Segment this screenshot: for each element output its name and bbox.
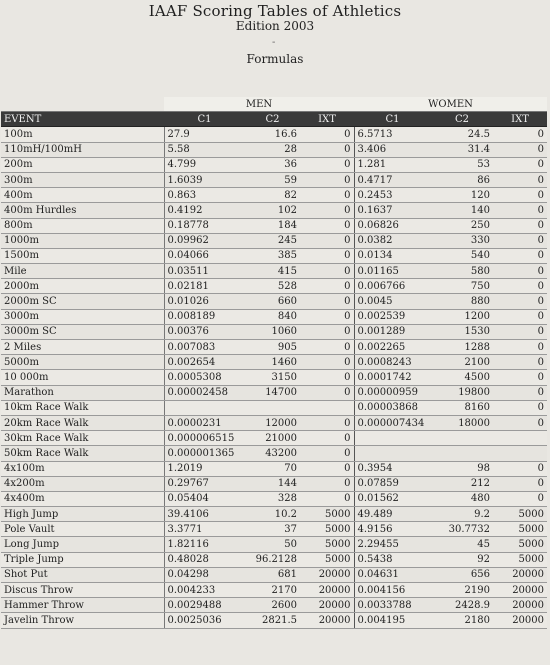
cell-women-c2: 8160 <box>431 400 493 415</box>
cell-men-c2 <box>245 400 300 415</box>
cell-women-c2: 1288 <box>431 340 493 355</box>
cell-women-ixt: 0 <box>493 279 547 294</box>
cell-men-c2: 43200 <box>245 446 300 461</box>
cell-women-ixt: 0 <box>493 400 547 415</box>
cell-women-ixt: 5000 <box>493 507 547 522</box>
cell-men-ixt: 0 <box>300 385 354 400</box>
cell-men-c2: 1060 <box>245 324 300 339</box>
cell-men-ixt: 0 <box>300 309 354 324</box>
cell-women-c2: 880 <box>431 294 493 309</box>
cell-women-c1: 4.9156 <box>354 522 431 537</box>
cell-women-c1: 0.2453 <box>354 188 431 203</box>
cell-women-c2: 31.4 <box>431 142 493 157</box>
cell-men-ixt: 0 <box>300 172 354 187</box>
cell-women-c2 <box>431 446 493 461</box>
cell-men-c2: 3150 <box>245 370 300 385</box>
cell-women-ixt: 0 <box>493 370 547 385</box>
cell-men-c2: 681 <box>245 567 300 582</box>
cell-men-c1: 0.0029488 <box>164 598 245 613</box>
cell-women-c2: 580 <box>431 264 493 279</box>
cell-women-ixt: 0 <box>493 203 547 218</box>
cell-women-c2: 1530 <box>431 324 493 339</box>
cell-women-c2: 140 <box>431 203 493 218</box>
cell-women-c2: 330 <box>431 233 493 248</box>
cell-men-ixt: 0 <box>300 355 354 370</box>
cell-women-ixt: 0 <box>493 309 547 324</box>
cell-men-c2: 528 <box>245 279 300 294</box>
edition-label: Edition 2003 <box>235 19 315 33</box>
cell-women-c2: 2100 <box>431 355 493 370</box>
cell-women-c2: 4500 <box>431 370 493 385</box>
cell-men-ixt: 0 <box>300 188 354 203</box>
cell-men-c2: 82 <box>245 188 300 203</box>
cell-women-ixt: 0 <box>493 172 547 187</box>
cell-women-c1: 6.5713 <box>354 127 431 142</box>
cell-event: 50km Race Walk <box>1 446 164 461</box>
cell-women-c1: 0.04631 <box>354 567 431 582</box>
cell-men-c2: 10.2 <box>245 507 300 522</box>
cell-men-c1: 0.18778 <box>164 218 245 233</box>
cell-event: Mile <box>1 264 164 279</box>
cell-men-c1: 0.0025036 <box>164 613 245 628</box>
cell-women-c2: 24.5 <box>431 127 493 142</box>
cell-men-ixt: 0 <box>300 203 354 218</box>
cell-event: 3000m <box>1 309 164 324</box>
cell-women-c2: 2190 <box>431 583 493 598</box>
group-header-blank <box>1 97 164 112</box>
cell-women-ixt <box>493 431 547 446</box>
cell-event: Javelin Throw <box>1 613 164 628</box>
cell-event: Triple Jump <box>1 552 164 567</box>
cell-women-c1: 0.4717 <box>354 172 431 187</box>
cell-event: Pole Vault <box>1 522 164 537</box>
cell-men-c1: 0.000001365 <box>164 446 245 461</box>
cell-women-ixt: 0 <box>493 340 547 355</box>
cell-men-c1: 1.2019 <box>164 461 245 476</box>
cell-women-c2: 19800 <box>431 385 493 400</box>
cell-women-c1: 0.01562 <box>354 491 431 506</box>
cell-women-c1: 0.06826 <box>354 218 431 233</box>
cell-men-c1: 0.4192 <box>164 203 245 218</box>
cell-men-c2: 50 <box>245 537 300 552</box>
cell-women-ixt: 0 <box>493 385 547 400</box>
cell-men-c2: 2170 <box>245 583 300 598</box>
cell-men-c1: 0.03511 <box>164 264 245 279</box>
cell-event: 800m <box>1 218 164 233</box>
cell-women-c1: 0.07859 <box>354 476 431 491</box>
cell-event: 300m <box>1 172 164 187</box>
cell-men-ixt: 0 <box>300 431 354 446</box>
cell-men-ixt: 0 <box>300 340 354 355</box>
cell-women-c1: 0.5438 <box>354 552 431 567</box>
group-header-men: MEN <box>164 97 354 112</box>
cell-women-c2: 18000 <box>431 415 493 430</box>
table-row <box>1 294 547 309</box>
cell-men-c1 <box>164 400 245 415</box>
cell-women-c1: 0.0001742 <box>354 370 431 385</box>
cell-men-c2: 1460 <box>245 355 300 370</box>
cell-women-ixt: 0 <box>493 142 547 157</box>
cell-men-c1: 0.0005308 <box>164 370 245 385</box>
cell-women-ixt: 5000 <box>493 522 547 537</box>
cell-men-c2: 16.6 <box>245 127 300 142</box>
cell-men-c1: 0.04066 <box>164 248 245 263</box>
column-header-women-c1: C1 <box>354 112 431 127</box>
cell-event: 100m <box>1 127 164 142</box>
cell-men-c1: 0.29767 <box>164 476 245 491</box>
table-row <box>1 370 547 385</box>
column-header-event: EVENT <box>1 112 164 127</box>
cell-men-c1: 27.9 <box>164 127 245 142</box>
cell-men-c2: 144 <box>245 476 300 491</box>
cell-event: 3000m SC <box>1 324 164 339</box>
cell-men-c2: 660 <box>245 294 300 309</box>
cell-women-c1: 0.006766 <box>354 279 431 294</box>
cell-women-ixt: 0 <box>493 127 547 142</box>
table-body <box>1 127 547 628</box>
separator-mark: - <box>272 37 276 48</box>
cell-men-c1: 0.48028 <box>164 552 245 567</box>
cell-men-c2: 415 <box>245 264 300 279</box>
cell-men-c2: 184 <box>245 218 300 233</box>
cell-women-c2: 480 <box>431 491 493 506</box>
table-row <box>1 400 547 415</box>
cell-women-c1: 0.000007434 <box>354 415 431 430</box>
cell-men-c2: 2600 <box>245 598 300 613</box>
cell-men-c1: 0.09962 <box>164 233 245 248</box>
cell-men-c2: 21000 <box>245 431 300 446</box>
cell-women-ixt: 20000 <box>493 598 547 613</box>
cell-event: 1000m <box>1 233 164 248</box>
cell-women-ixt: 20000 <box>493 567 547 582</box>
cell-women-c2: 45 <box>431 537 493 552</box>
cell-men-c2: 385 <box>245 248 300 263</box>
column-header-women-c2: C2 <box>431 112 493 127</box>
cell-women-c1: 3.406 <box>354 142 431 157</box>
cell-women-c1: 0.002265 <box>354 340 431 355</box>
cell-women-c2: 750 <box>431 279 493 294</box>
cell-men-ixt: 0 <box>300 476 354 491</box>
cell-men-ixt: 0 <box>300 461 354 476</box>
cell-men-c2: 14700 <box>245 385 300 400</box>
cell-women-c1: 1.281 <box>354 157 431 172</box>
cell-women-ixt: 5000 <box>493 537 547 552</box>
group-header-women: WOMEN <box>354 97 547 112</box>
cell-event: 4x200m <box>1 476 164 491</box>
table-row <box>1 264 547 279</box>
cell-event: 20km Race Walk <box>1 415 164 430</box>
table-row <box>1 507 547 522</box>
cell-event: 200m <box>1 157 164 172</box>
cell-event: 4x400m <box>1 491 164 506</box>
cell-women-c1: 49.489 <box>354 507 431 522</box>
cell-men-c2: 70 <box>245 461 300 476</box>
cell-men-ixt: 5000 <box>300 522 354 537</box>
column-header-women-ixt: IXT <box>493 112 547 127</box>
cell-event: 5000m <box>1 355 164 370</box>
table-row <box>1 567 547 582</box>
cell-men-c1: 0.000006515 <box>164 431 245 446</box>
cell-men-c1: 3.3771 <box>164 522 245 537</box>
cell-men-c1: 0.00002458 <box>164 385 245 400</box>
table-row <box>1 248 547 263</box>
cell-men-c1: 5.58 <box>164 142 245 157</box>
cell-women-c2: 1200 <box>431 309 493 324</box>
cell-women-c2: 120 <box>431 188 493 203</box>
cell-women-c2: 98 <box>431 461 493 476</box>
table-row <box>1 415 547 430</box>
cell-men-c1: 0.008189 <box>164 309 245 324</box>
cell-men-ixt <box>300 400 354 415</box>
cell-men-ixt: 0 <box>300 279 354 294</box>
cell-women-ixt: 0 <box>493 476 547 491</box>
cell-women-c1: 0.0008243 <box>354 355 431 370</box>
table-row <box>1 476 547 491</box>
cell-men-c1: 0.0000231 <box>164 415 245 430</box>
cell-event: Shot Put <box>1 567 164 582</box>
cell-women-ixt: 0 <box>493 324 547 339</box>
cell-men-ixt: 0 <box>300 415 354 430</box>
table-row <box>1 385 547 400</box>
cell-men-ixt: 20000 <box>300 567 354 582</box>
cell-men-c1: 0.002654 <box>164 355 245 370</box>
cell-women-c1: 0.0134 <box>354 248 431 263</box>
table-row <box>1 461 547 476</box>
cell-event: 4x100m <box>1 461 164 476</box>
cell-event: 110mH/100mH <box>1 142 164 157</box>
table-row <box>1 340 547 355</box>
cell-men-c2: 59 <box>245 172 300 187</box>
cell-men-ixt: 0 <box>300 233 354 248</box>
cell-women-ixt: 0 <box>493 218 547 233</box>
table-row <box>1 127 547 142</box>
cell-men-ixt: 20000 <box>300 613 354 628</box>
cell-women-ixt <box>493 446 547 461</box>
cell-women-ixt: 0 <box>493 461 547 476</box>
cell-event: 2000m <box>1 279 164 294</box>
table-row <box>1 537 547 552</box>
cell-women-c1: 0.0045 <box>354 294 431 309</box>
column-header-row <box>1 112 547 127</box>
table-row <box>1 142 547 157</box>
cell-men-ixt: 0 <box>300 157 354 172</box>
cell-women-c1: 0.002539 <box>354 309 431 324</box>
cell-men-ixt: 0 <box>300 218 354 233</box>
table-row <box>1 491 547 506</box>
column-header-men-c1: C1 <box>164 112 245 127</box>
cell-men-c2: 36 <box>245 157 300 172</box>
cell-men-ixt: 0 <box>300 324 354 339</box>
cell-men-c2: 37 <box>245 522 300 537</box>
cell-women-c1: 0.01165 <box>354 264 431 279</box>
group-header-row <box>1 97 547 112</box>
cell-men-c2: 2821.5 <box>245 613 300 628</box>
cell-event: Long Jump <box>1 537 164 552</box>
cell-women-ixt: 0 <box>493 248 547 263</box>
cell-men-c2: 245 <box>245 233 300 248</box>
cell-men-c2: 905 <box>245 340 300 355</box>
cell-event: 2000m SC <box>1 294 164 309</box>
cell-men-c1: 0.04298 <box>164 567 245 582</box>
cell-event: Hammer Throw <box>1 598 164 613</box>
cell-men-ixt: 0 <box>300 294 354 309</box>
cell-men-ixt: 5000 <box>300 552 354 567</box>
table-row <box>1 583 547 598</box>
cell-women-c2: 540 <box>431 248 493 263</box>
cell-event: 10 000m <box>1 370 164 385</box>
cell-women-c2: 656 <box>431 567 493 582</box>
cell-men-ixt: 0 <box>300 264 354 279</box>
cell-women-c2: 30.7732 <box>431 522 493 537</box>
cell-men-c2: 28 <box>245 142 300 157</box>
table-row <box>1 613 547 628</box>
cell-men-ixt: 5000 <box>300 507 354 522</box>
cell-women-c2: 250 <box>431 218 493 233</box>
table-row <box>1 355 547 370</box>
cell-men-c1: 0.007083 <box>164 340 245 355</box>
cell-men-c1: 0.863 <box>164 188 245 203</box>
table-row <box>1 218 547 233</box>
cell-men-c1: 1.82116 <box>164 537 245 552</box>
cell-women-c2: 2180 <box>431 613 493 628</box>
cell-women-c2: 212 <box>431 476 493 491</box>
table-row <box>1 552 547 567</box>
cell-men-c1: 0.05404 <box>164 491 245 506</box>
cell-women-ixt: 5000 <box>493 552 547 567</box>
table-row <box>1 172 547 187</box>
cell-men-c1: 4.799 <box>164 157 245 172</box>
cell-women-c1: 0.004156 <box>354 583 431 598</box>
table-row <box>1 309 547 324</box>
section-heading: Formulas <box>246 52 304 66</box>
cell-men-ixt: 0 <box>300 491 354 506</box>
cell-women-ixt: 0 <box>493 264 547 279</box>
cell-men-c1: 0.02181 <box>164 279 245 294</box>
cell-women-c1: 0.3954 <box>354 461 431 476</box>
cell-men-c2: 96.2128 <box>245 552 300 567</box>
column-header-men-ixt: IXT <box>300 112 354 127</box>
cell-women-c2: 92 <box>431 552 493 567</box>
cell-women-c2: 86 <box>431 172 493 187</box>
cell-women-ixt: 0 <box>493 355 547 370</box>
cell-event: 400m <box>1 188 164 203</box>
cell-event: Discus Throw <box>1 583 164 598</box>
cell-men-c2: 840 <box>245 309 300 324</box>
cell-women-c2 <box>431 431 493 446</box>
cell-women-c1: 0.0033788 <box>354 598 431 613</box>
cell-men-c2: 102 <box>245 203 300 218</box>
cell-event: 2 Miles <box>1 340 164 355</box>
cell-women-c1: 0.1637 <box>354 203 431 218</box>
table-row <box>1 233 547 248</box>
cell-men-ixt: 5000 <box>300 537 354 552</box>
cell-women-ixt: 20000 <box>493 583 547 598</box>
cell-event: 1500m <box>1 248 164 263</box>
table-row <box>1 279 547 294</box>
cell-men-ixt: 0 <box>300 127 354 142</box>
table-row <box>1 431 547 446</box>
cell-men-ixt: 0 <box>300 248 354 263</box>
cell-men-ixt: 0 <box>300 142 354 157</box>
document-title: IAAF Scoring Tables of Athletics <box>148 2 402 20</box>
cell-men-c1: 0.004233 <box>164 583 245 598</box>
cell-women-ixt: 0 <box>493 157 547 172</box>
table-row <box>1 203 547 218</box>
cell-men-c2: 12000 <box>245 415 300 430</box>
cell-event: 30km Race Walk <box>1 431 164 446</box>
cell-women-c1: 0.0382 <box>354 233 431 248</box>
cell-women-c2: 53 <box>431 157 493 172</box>
cell-women-c2: 2428.9 <box>431 598 493 613</box>
cell-men-c2: 328 <box>245 491 300 506</box>
cell-men-c1: 1.6039 <box>164 172 245 187</box>
cell-men-c1: 39.4106 <box>164 507 245 522</box>
table-row <box>1 324 547 339</box>
cell-men-c1: 0.00376 <box>164 324 245 339</box>
table-row <box>1 598 547 613</box>
cell-event: Marathon <box>1 385 164 400</box>
cell-women-c1: 0.004195 <box>354 613 431 628</box>
cell-women-c2: 9.2 <box>431 507 493 522</box>
cell-men-c1: 0.01026 <box>164 294 245 309</box>
cell-women-ixt: 0 <box>493 294 547 309</box>
cell-women-c1 <box>354 446 431 461</box>
cell-event: 10km Race Walk <box>1 400 164 415</box>
cell-women-ixt: 20000 <box>493 613 547 628</box>
cell-men-ixt: 20000 <box>300 583 354 598</box>
cell-women-c1 <box>354 431 431 446</box>
scoring-table <box>1 97 547 629</box>
table-row <box>1 157 547 172</box>
cell-women-ixt: 0 <box>493 233 547 248</box>
table-row <box>1 188 547 203</box>
cell-women-ixt: 0 <box>493 415 547 430</box>
cell-women-c1: 0.00003868 <box>354 400 431 415</box>
column-header-men-c2: C2 <box>245 112 300 127</box>
cell-women-ixt: 0 <box>493 491 547 506</box>
cell-women-c1: 0.00000959 <box>354 385 431 400</box>
table-row <box>1 446 547 461</box>
cell-women-c1: 0.001289 <box>354 324 431 339</box>
cell-men-ixt: 0 <box>300 370 354 385</box>
cell-event: 400m Hurdles <box>1 203 164 218</box>
cell-men-ixt: 20000 <box>300 598 354 613</box>
cell-women-ixt: 0 <box>493 188 547 203</box>
cell-event: High Jump <box>1 507 164 522</box>
cell-men-ixt: 0 <box>300 446 354 461</box>
table-row <box>1 522 547 537</box>
cell-women-c1: 2.29455 <box>354 537 431 552</box>
